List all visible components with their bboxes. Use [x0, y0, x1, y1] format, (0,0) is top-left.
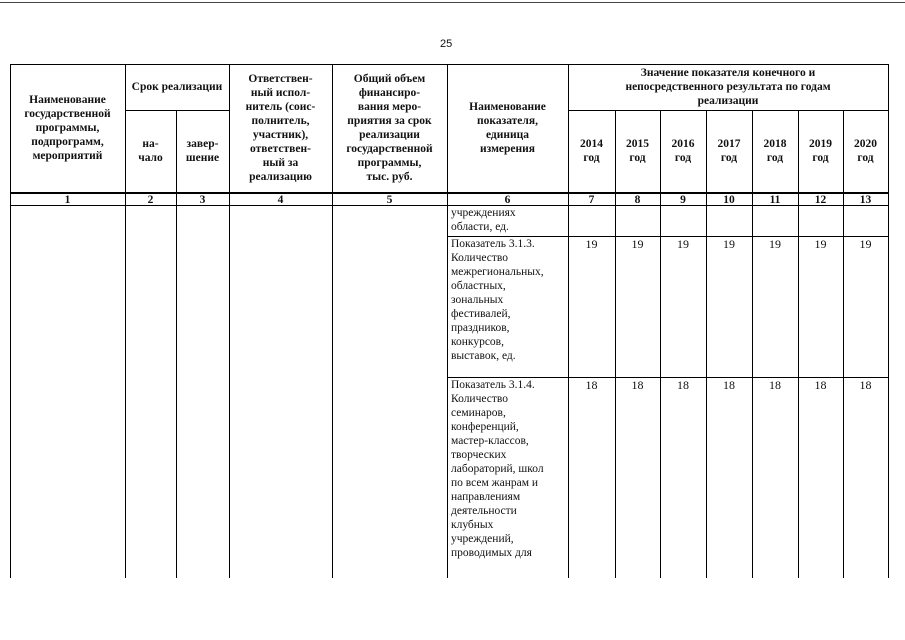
header-values-title: Значение показателя конечного и непосредственного результата по годам реализации	[625, 67, 831, 107]
column-number: 9	[680, 194, 686, 206]
indicator-value: 19	[769, 237, 781, 251]
indicator-value: 18	[769, 378, 781, 392]
column-number: 8	[634, 194, 641, 206]
header-year: 2018 год	[763, 138, 787, 164]
header-program-name: Наименование государственной программы, подпрограмм, мероприятий	[24, 94, 111, 162]
header-financing: Общий объем финансиро- вания меро- приятия за срок реализации государственной программы, тыс. руб.	[346, 73, 433, 183]
header-indicator: Наименование показателя, единица измерения	[469, 101, 546, 155]
column-number: 3	[199, 194, 206, 206]
top-rule	[0, 2, 905, 3]
indicator-value: 19	[585, 237, 598, 251]
indicator-value: 18	[859, 378, 872, 392]
column-number: 1	[64, 194, 71, 206]
indicator-value: 19	[859, 237, 872, 251]
indicator-value	[660, 206, 706, 222]
header-end: завер- шение	[185, 138, 220, 164]
indicator-value	[798, 206, 843, 222]
column-number: 5	[386, 194, 393, 206]
column-number: 10	[723, 194, 735, 206]
indicator-value	[752, 206, 798, 222]
indicator-value: 19	[631, 237, 644, 251]
column-number: 13	[859, 194, 872, 206]
indicator-value	[843, 206, 888, 222]
indicator-value	[615, 206, 660, 222]
indicator-value	[706, 206, 752, 222]
column-number: 12	[814, 194, 827, 206]
header-year: 2019 год	[809, 138, 832, 164]
indicator-value: 19	[723, 237, 735, 251]
header-year: 2014 год	[580, 138, 603, 164]
header-year: 2015 год	[626, 138, 649, 164]
indicator-value	[568, 206, 615, 222]
indicator-text: Показатель 3.1.3. Количество межрегиональных, областных, зональных фестивалей, праздников, конкурсов, выставок, ед.	[451, 238, 544, 362]
indicator-value: 18	[631, 378, 644, 392]
indicator-value: 18	[814, 378, 827, 392]
column-number: 4	[277, 194, 284, 206]
header-srok: Срок реализации	[131, 81, 223, 93]
indicator-text: учреждениях области, ед.	[451, 207, 516, 233]
indicator-text: Показатель 3.1.4. Количество семинаров, конференций, мастер-классов, творческих лабораторий, школ по всем жанрам и направлениям деятельности клубных учреждений, проводимых для	[451, 379, 544, 559]
header-start: на- чало	[138, 138, 163, 164]
indicator-value: 18	[677, 378, 689, 392]
column-number: 2	[147, 194, 154, 206]
header-year: 2016 год	[671, 138, 695, 164]
indicator-value: 18	[723, 378, 735, 392]
header-year: 2020 год	[854, 138, 877, 164]
column-number: 6	[504, 194, 511, 206]
indicator-value: 19	[814, 237, 827, 251]
page-number: 25	[440, 38, 453, 50]
column-rule	[888, 64, 889, 578]
column-number: 7	[588, 194, 595, 206]
column-number: 11	[769, 194, 781, 206]
header-year: 2017 год	[717, 138, 741, 164]
header-executor: Ответствен- ный испол- нитель (соис- полнитель, участник), ответствен- ный за реализацию	[245, 73, 316, 183]
indicator-value: 19	[677, 237, 689, 251]
indicator-value: 18	[585, 378, 598, 392]
